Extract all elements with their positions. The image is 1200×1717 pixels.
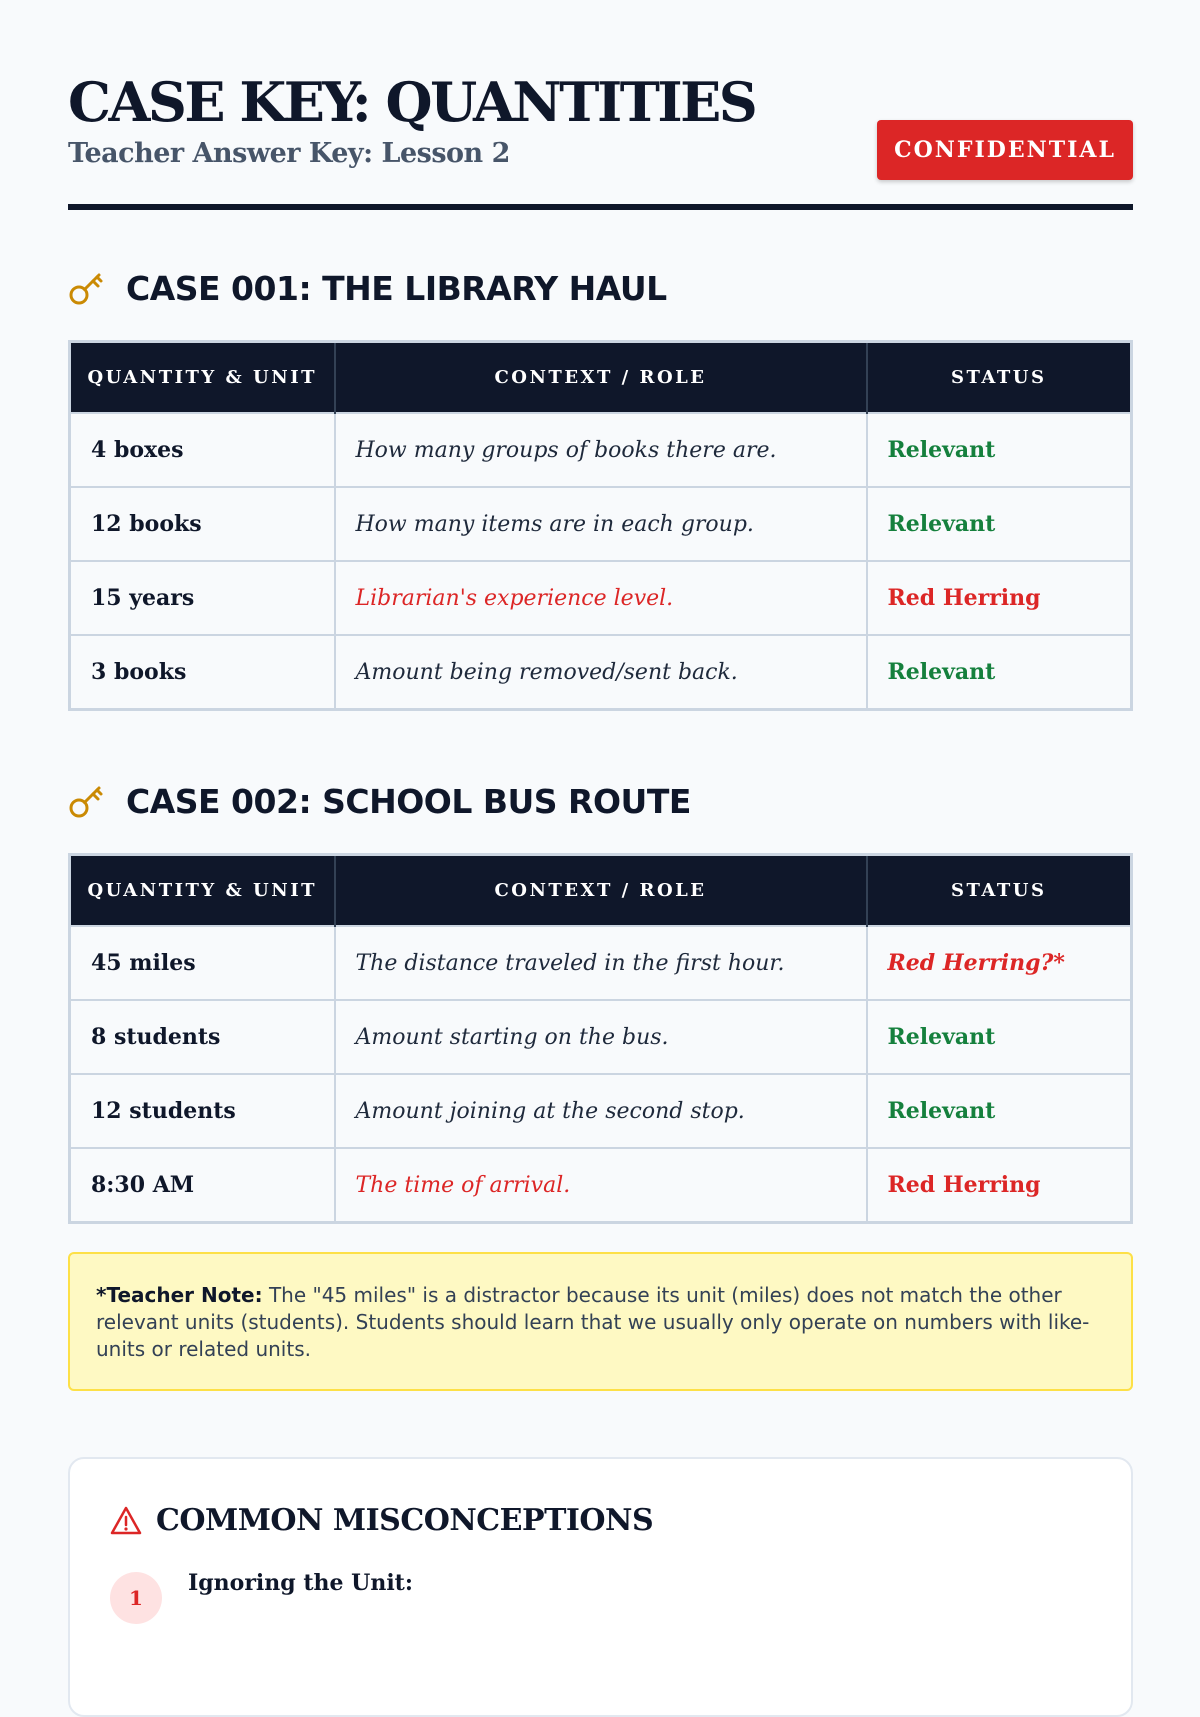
quantity-cell: 15 years — [70, 561, 335, 635]
table-row — [70, 487, 1132, 561]
context-cell: The time of arrival. — [335, 1148, 867, 1223]
key-icon — [68, 269, 106, 307]
case-001-heading — [68, 268, 1133, 308]
context-cell: Librarian's experience level. — [335, 561, 867, 635]
table-header-row — [70, 855, 1132, 927]
status-cell: Red Herring — [867, 561, 1132, 635]
context-cell: How many items are in each group. — [335, 487, 867, 561]
column-header-quantity: QUANTITY & UNIT — [70, 342, 335, 414]
case-title: CASE 002: SCHOOL BUS ROUTE — [126, 781, 691, 821]
status-cell: Relevant — [867, 1000, 1132, 1074]
table-row — [70, 1148, 1132, 1223]
quantity-cell: 45 miles — [70, 926, 335, 1000]
table-row — [70, 561, 1132, 635]
context-cell: Amount starting on the bus. — [335, 1000, 867, 1074]
table-row — [70, 1074, 1132, 1148]
page-title: CASE KEY: QUANTITIES — [68, 70, 756, 134]
status-cell: Relevant — [867, 413, 1132, 487]
quantity-cell: 12 books — [70, 487, 335, 561]
misconceptions-title: COMMON MISCONCEPTIONS — [156, 1503, 654, 1538]
context-cell: Amount being removed/sent back. — [335, 635, 867, 710]
status-cell: Red Herring — [867, 1148, 1132, 1223]
context-cell: The distance traveled in the first hour. — [335, 926, 867, 1000]
table-row — [70, 413, 1132, 487]
teacher-note-label: *Teacher Note: — [96, 1283, 263, 1307]
confidential-badge: CONFIDENTIAL — [877, 120, 1133, 180]
case-002-table — [68, 853, 1133, 1224]
page-header — [68, 70, 1133, 210]
warning-icon — [110, 1505, 142, 1537]
context-cell: How many groups of books there are. — [335, 413, 867, 487]
teacher-note-text: The "45 miles" is a distractor because its unit (miles) does not match the other relevant units (students). Students should learn that we usually only operate on numbers with like-units or related units. — [96, 1283, 1090, 1361]
status-cell: Relevant — [867, 1074, 1132, 1148]
quantity-cell: 12 students — [70, 1074, 335, 1148]
item-number: 1 — [110, 1572, 162, 1624]
table-row — [70, 926, 1132, 1000]
column-header-status: STATUS — [867, 342, 1132, 414]
column-header-context: CONTEXT / ROLE — [335, 855, 867, 927]
status-cell: Relevant — [867, 487, 1132, 561]
context-cell: Amount joining at the second stop. — [335, 1074, 867, 1148]
case-002-heading — [68, 781, 1133, 821]
status-cell: Red Herring?* — [867, 926, 1132, 1000]
misconceptions-card — [68, 1457, 1133, 1717]
list-item — [110, 1570, 1091, 1610]
case-title: CASE 001: THE LIBRARY HAUL — [126, 268, 667, 308]
case-001-table — [68, 340, 1133, 711]
teacher-note — [68, 1252, 1133, 1391]
table-row — [70, 1000, 1132, 1074]
misconceptions-heading — [110, 1503, 1091, 1538]
quantity-cell: 4 boxes — [70, 413, 335, 487]
status-cell: Relevant — [867, 635, 1132, 710]
item-title: Ignoring the Unit: — [188, 1570, 413, 1596]
column-header-context: CONTEXT / ROLE — [335, 342, 867, 414]
page-subtitle: Teacher Answer Key: Lesson 2 — [68, 138, 510, 169]
quantity-cell: 8 students — [70, 1000, 335, 1074]
key-icon — [68, 782, 106, 820]
table-row — [70, 635, 1132, 710]
table-header-row — [70, 342, 1132, 414]
column-header-quantity: QUANTITY & UNIT — [70, 855, 335, 927]
quantity-cell: 3 books — [70, 635, 335, 710]
column-header-status: STATUS — [867, 855, 1132, 927]
quantity-cell: 8:30 AM — [70, 1148, 335, 1223]
